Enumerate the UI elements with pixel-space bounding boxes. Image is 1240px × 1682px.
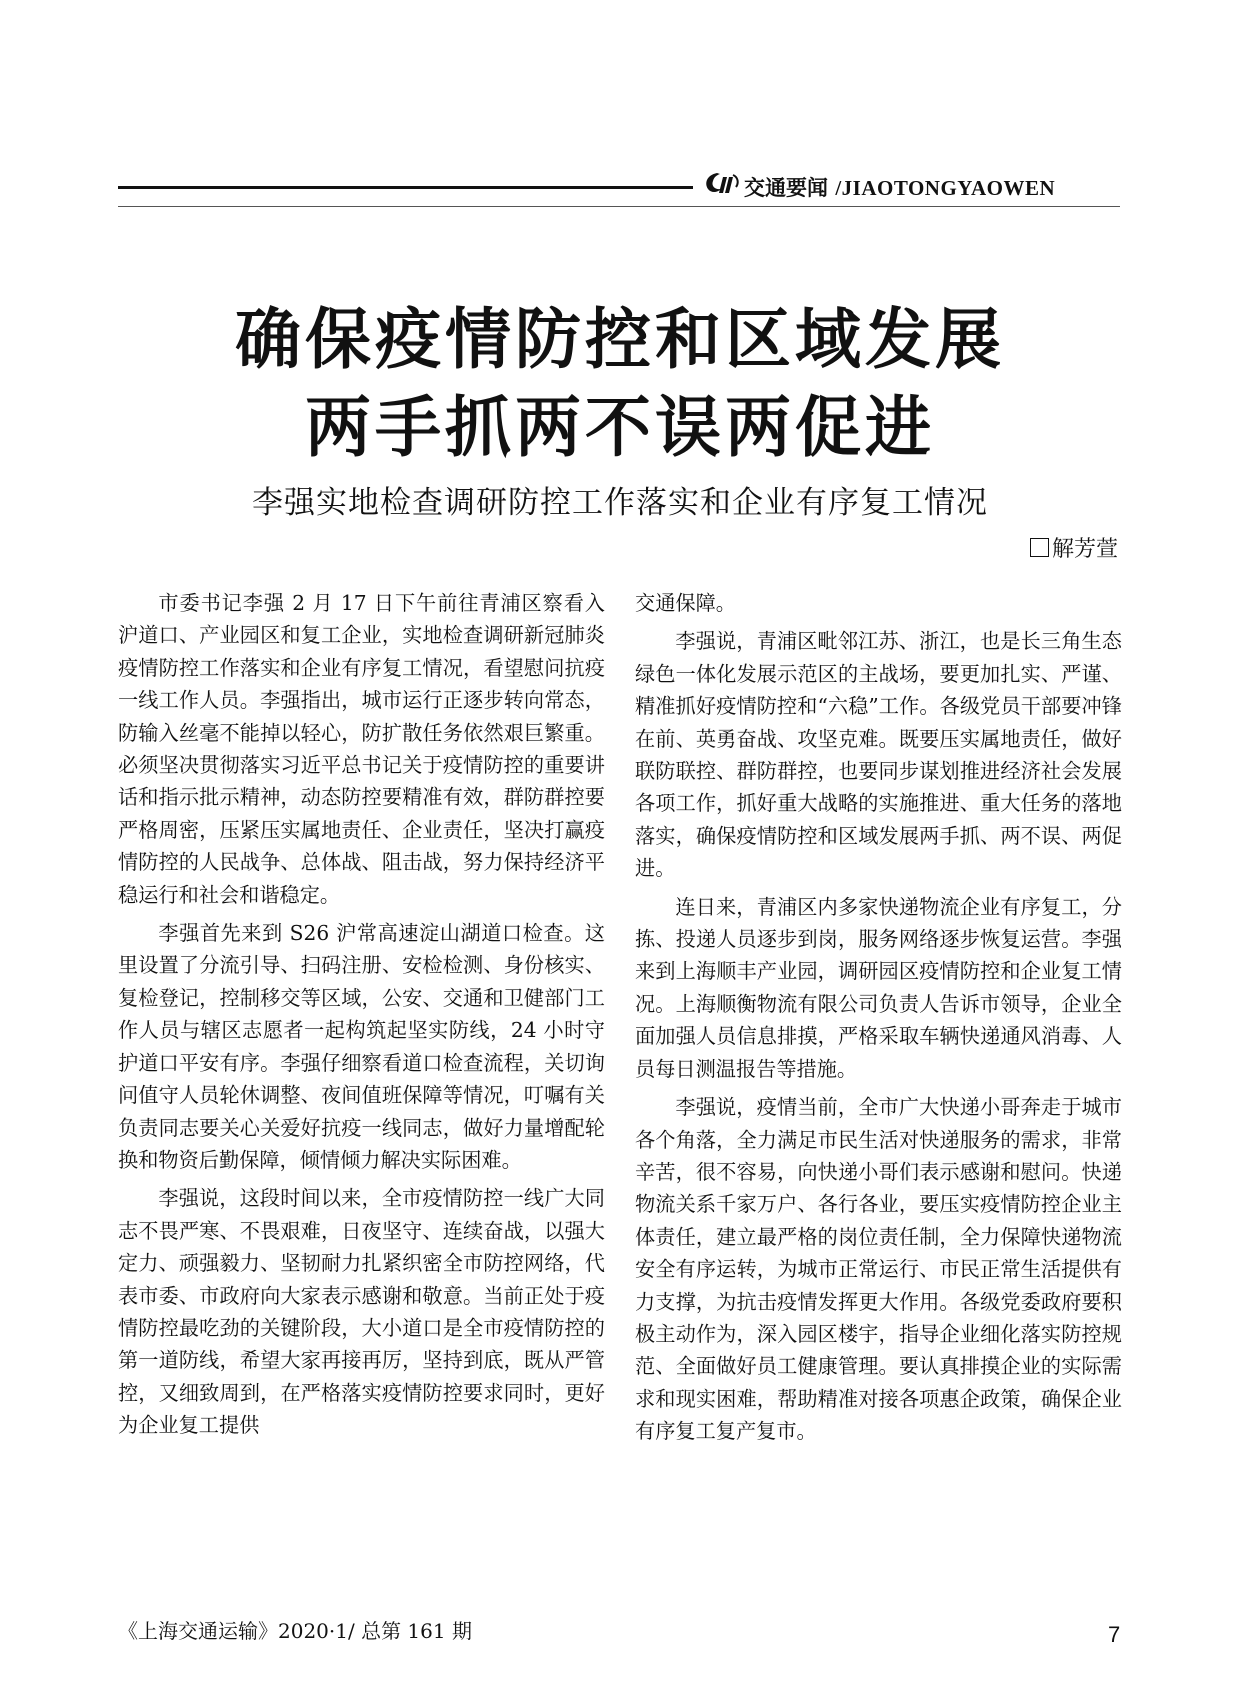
body-paragraph-continuation: 交通保障。 (635, 591, 736, 615)
article-title-line-2: 两手抓两不误两促进 (305, 388, 935, 466)
section-name-en: /JIAOTONGYAOWEN (835, 176, 1056, 200)
article-title-line-1: 确保疫情防控和区域发展 (235, 300, 1005, 378)
article-subtitle: 李强实地检查调研防控工作落实和企业有序复工情况 (252, 485, 988, 521)
section-name-cn: 交通要闻 (744, 176, 828, 200)
byline-box-icon (1030, 538, 1049, 557)
body-paragraph: 李强说，这段时间以来，全市疫情防控一线广大同志不畏严寒、不畏艰难，日夜坚守、连续奋战，以强大定力、顽强毅力、坚韧耐力扎紧织密全市防控网络，代表市委、市政府向大家表示感谢和敬意。当前正处于疫情防控最吃劲的关键阶段，大小道口是全市疫情防控的第一道防线，希望大家再接再厉，坚持到底，既从严管控，又细致周到，在严格落实疫情防控要求同时，更好为企业复工提供 (118, 1186, 605, 1438)
body-paragraph: 李强说，疫情当前，全市广大快递小哥奔走于城市各个角落，全力满足市民生活对快递服务的需求，非常辛苦，很不容易，向快递小哥们表示感谢和慰问。快递物流关系千家万户、各行各业，要压实疫情防控企业主体责任，建立最严格的岗位责任制，全力保障快递物流安全有序运转，为城市正常运行、市民正常生活提供有力支撑，为抗击疫情发挥更大作用。各级党委政府要积极主动作为，深入园区楼宇，指导企业细化落实防控规范、全面做好员工健康管理。要认真排摸企业的实际需求和现实困难，帮助精准对接各项惠企政策，确保企业有序复工复产复市。 (635, 1095, 1122, 1444)
right-column (635, 587, 1122, 1454)
body-paragraph: 连日来，青浦区内多家快递物流企业有序复工，分拣、投递人员逐步到岗，服务网络逐步恢复运营。李强来到上海顺丰产业园，调研园区疫情防控和企业复工情况。上海顺衡物流有限公司负责人告诉市领导，企业全面加强人员信息排摸，严格采取车辆快递通风消毒、人员每日测温报告等措施。 (635, 894, 1122, 1081)
publication-footer: 《上海交通运输》2020·1/ 总第 161 期 (118, 1619, 472, 1643)
header-rule-thick (118, 186, 693, 189)
body-paragraph: 李强首先来到 S26 沪常高速淀山湖道口检查。这里设置了分流引导、扫码注册、安检检测、身份核实、复检登记，控制移交等区域，公安、交通和卫健部门工作人员与辖区志愿者一起构筑起坚实防线，24 小时守护道口平安有序。李强仔细察看道口检查流程，关切询问值守人员轮休调整、夜间值班保障等情况，叮嘱有关负责同志要关心关爱好抗疫一线同志，做好力量增配轮换和物资后勤保障，倾情倾力解决实际困难。 (118, 921, 605, 1172)
page-number: 7 (1108, 1622, 1121, 1647)
author-byline (1030, 532, 1118, 563)
body-paragraph: 市委书记李强 2 月 17 日下午前往青浦区察看入沪道口、产业园区和复工企业，实地检查调研新冠肺炎疫情防控工作落实和企业有序复工情况，看望慰问抗疫一线工作人员。李强指出，城市运行正逐步转向常态，防输入丝毫不能掉以轻心，防扩散任务依然艰巨繁重。必须坚决贯彻落实习近平总书记关于疫情防控的重要讲话和指示批示精神，动态防控要精准有效，群防群控要严格周密，压紧压实属地责任、企业责任，坚决打赢疫情防控的人民战争、总体战、阻击战，努力保持经济平稳运行和社会和谐稳定。 (118, 591, 605, 907)
magazine-logo-icon (703, 171, 739, 197)
header-rule-thin (118, 206, 1120, 207)
author-name: 解芳萱 (1051, 537, 1118, 562)
body-paragraph: 李强说，青浦区毗邻江苏、浙江，也是长三角生态绿色一体化发展示范区的主战场，要更加扎实、严谨、精准抓好疫情防控和“六稳”工作。各级党员干部要冲锋在前、英勇奋战、攻坚克难。既要压实属地责任，做好联防联控、群防群控，也要同步谋划推进经济社会发展各项工作，抓好重大战略的实施推进、重大任务的落地落实，确保疫情防控和区域发展两手抓、两不误、两促进。 (635, 629, 1122, 881)
left-column (118, 587, 605, 1448)
section-header (744, 172, 1055, 202)
